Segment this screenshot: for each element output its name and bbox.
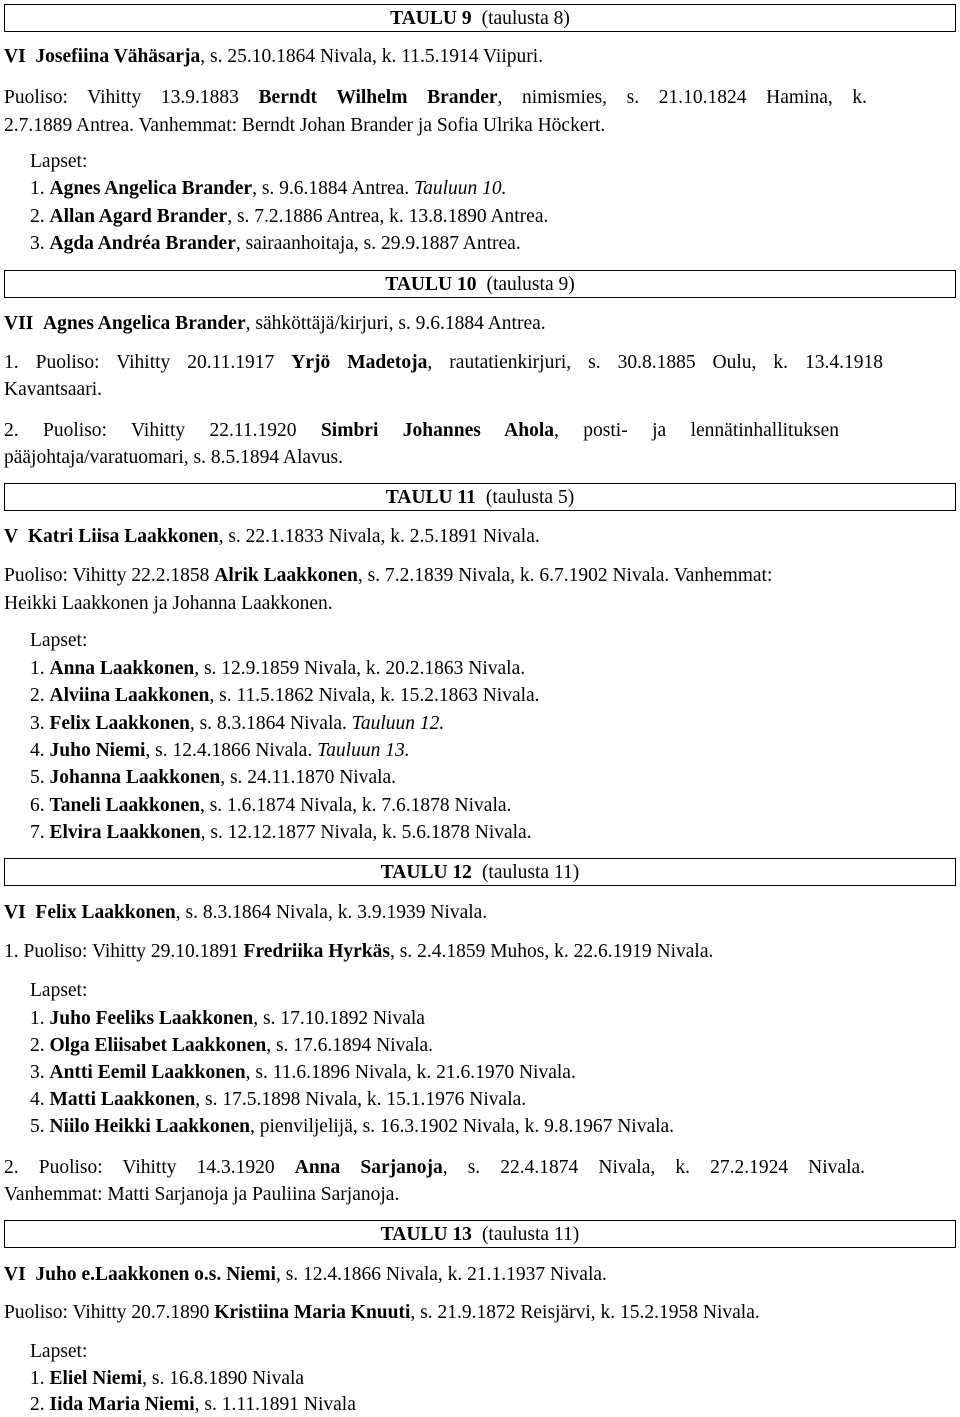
spouse-line: 1. Puoliso: Vihitty 29.10.1891 Fredriika Hyrkäs, s. 2.4.1859 Muhos, k. 22.6.1919 Nivala. — [4, 941, 714, 962]
table-number: TAULU 10 — [385, 274, 477, 295]
spouse-line: 2. Puoliso: Vihitty 14.3.1920 Anna Sarjanoja, s. 22.4.1874 Nivala, k. 27.2.1924 Nivala. — [4, 1157, 866, 1178]
spouse-name: Simbri Johannes Ahola — [320, 420, 554, 441]
person-name: Katri Liisa Laakkonen — [27, 526, 219, 547]
child-item: 7. Elvira Laakkonen, s. 12.12.1877 Nivala, k. 5.6.1878 Nivala. — [30, 822, 532, 843]
child-item: 3. Antti Eemil Laakkonen, s. 11.6.1896 Nivala, k. 21.6.1970 Nivala. — [30, 1062, 576, 1083]
table-number: TAULU 11 — [385, 487, 476, 508]
person-line — [4, 46, 543, 68]
table-header-13 — [4, 1220, 956, 1248]
generation: VI — [4, 46, 26, 67]
table-header-11 — [4, 483, 956, 511]
table-reference: (taulusta 11) — [481, 1224, 580, 1245]
child-item: 2. Alviina Laakkonen, s. 11.5.1862 Nivala, k. 15.2.1863 Nivala. — [30, 685, 540, 706]
spouse-line: 1. Puoliso: Vihitty 20.11.1917 Yrjö Madetoja, rautatienkirjuri, s. 30.8.1885 Oulu, k. 13.4.1918 — [4, 352, 884, 373]
spouse-line-cont: pääjohtaja/varatuomari, s. 8.5.1894 Alavus. — [4, 447, 344, 468]
person-line: V Katri Liisa Laakkonen, s. 22.1.1833 Nivala, k. 2.5.1891 Nivala. — [4, 526, 540, 547]
children-label: Lapset: — [30, 630, 88, 651]
child-item: 1. Agnes Angelica Brander, s. 9.6.1884 Antrea. Tauluun 10. — [30, 178, 507, 199]
spouse-line-cont: Heikki Laakkonen ja Johanna Laakkonen. — [4, 593, 333, 614]
child-item: 4. Juho Niemi, s. 12.4.1866 Nivala. Tauluun 13. — [30, 740, 410, 761]
child-item: 1. Juho Feeliks Laakkonen, s. 17.10.1892 Nivala — [30, 1008, 425, 1029]
spouse-name: Berndt Wilhelm Brander — [258, 87, 498, 108]
spouse-name: Alrik Laakkonen — [214, 565, 358, 586]
person-line: VI Juho e.Laakkonen o.s. Niemi, s. 12.4.1866 Nivala, k. 21.1.1937 Nivala. — [4, 1264, 607, 1285]
table-header-9 — [4, 4, 956, 32]
table-reference: (taulusta 9) — [486, 274, 575, 295]
spouse-name: Fredriika Hyrkäs — [243, 941, 390, 962]
person-name: Agnes Angelica Brander — [43, 313, 246, 334]
child-item: 3. Felix Laakkonen, s. 8.3.1864 Nivala. Tauluun 12. — [30, 713, 445, 734]
table-number: TAULU 12 — [380, 862, 472, 883]
child-item: 3. Agda Andréa Brander, sairaanhoitaja, s. 29.9.1887 Antrea. — [30, 233, 521, 254]
child-item: 5. Niilo Heikki Laakkonen, pienviljelijä, s. 16.3.1902 Nivala, k. 9.8.1967 Nivala. — [30, 1116, 675, 1137]
spouse-name: Yrjö Madetoja — [291, 352, 428, 373]
child-item: 2. Olga Eliisabet Laakkonen, s. 17.6.1894 Nivala. — [30, 1035, 434, 1056]
child-item: 1. Anna Laakkonen, s. 12.9.1859 Nivala, k. 20.2.1863 Nivala. — [30, 658, 526, 679]
table-reference: (taulusta 11) — [481, 862, 580, 883]
person-line: VI Felix Laakkonen, s. 8.3.1864 Nivala, k. 3.9.1939 Nivala. — [4, 902, 488, 923]
children-label: Lapset: — [30, 980, 88, 1001]
person-line: VII Agnes Angelica Brander, sähköttäjä/kirjuri, s. 9.6.1884 Antrea. — [4, 313, 546, 334]
child-item: 2. Allan Agard Brander, s. 7.2.1886 Antrea, k. 13.8.1890 Antrea. — [30, 206, 549, 227]
spouse-line: Puoliso: Vihitty 13.9.1883 Berndt Wilhelm Brander, nimismies, s. 21.10.1824 Hamina, k. — [4, 87, 868, 108]
table-reference: (taulusta 8) — [481, 8, 570, 29]
person-name: Juho e.Laakkonen o.s. Niemi — [35, 1264, 276, 1285]
child-item: 4. Matti Laakkonen, s. 17.5.1898 Nivala, k. 15.1.1976 Nivala. — [30, 1089, 527, 1110]
spouse-line-cont: Kavantsaari. — [4, 379, 102, 400]
child-item: 1. Eliel Niemi, s. 16.8.1890 Nivala — [30, 1368, 305, 1389]
table-header-10 — [4, 270, 956, 298]
table-number: TAULU 13 — [380, 1224, 472, 1245]
person-name: Josefiina Vähäsarja — [35, 46, 201, 67]
spouse-line: 2. Puoliso: Vihitty 22.11.1920 Simbri Johannes Ahola, posti- ja lennätinhallituksen — [4, 420, 839, 441]
children-label: Lapset: — [30, 1341, 88, 1362]
child-item: 5. Johanna Laakkonen, s. 24.11.1870 Nivala. — [30, 767, 397, 788]
spouse-line: Puoliso: Vihitty 20.7.1890 Kristiina Maria Knuuti, s. 21.9.1872 Reisjärvi, k. 15.2.1958 Nivala. — [4, 1302, 760, 1323]
spouse-line: Puoliso: Vihitty 22.2.1858 Alrik Laakkonen, s. 7.2.1839 Nivala, k. 6.7.1902 Nivala. Vanhemmat: — [4, 565, 773, 586]
table-reference: (taulusta 5) — [485, 487, 575, 508]
table-header-12 — [4, 858, 956, 886]
spouse-name: Anna Sarjanoja — [294, 1157, 443, 1178]
person-dates: , s. 25.10.1864 Nivala, k. 11.5.1914 Viipuri. — [200, 46, 544, 67]
children-label: Lapset: — [30, 151, 88, 172]
child-item: 6. Taneli Laakkonen, s. 1.6.1874 Nivala, k. 7.6.1878 Nivala. — [30, 795, 512, 816]
table-number: TAULU 9 — [390, 8, 472, 29]
spouse-line-cont: Vanhemmat: Matti Sarjanoja ja Pauliina Sarjanoja. — [4, 1184, 400, 1205]
person-name: Felix Laakkonen — [35, 902, 176, 923]
child-item: 2. Iida Maria Niemi, s. 1.11.1891 Nivala — [30, 1394, 356, 1415]
spouse-name: Kristiina Maria Knuuti — [214, 1302, 411, 1323]
spouse-line-cont: 2.7.1889 Antrea. Vanhemmat: Berndt Johan Brander ja Sofia Ulrika Höckert. — [4, 115, 606, 136]
